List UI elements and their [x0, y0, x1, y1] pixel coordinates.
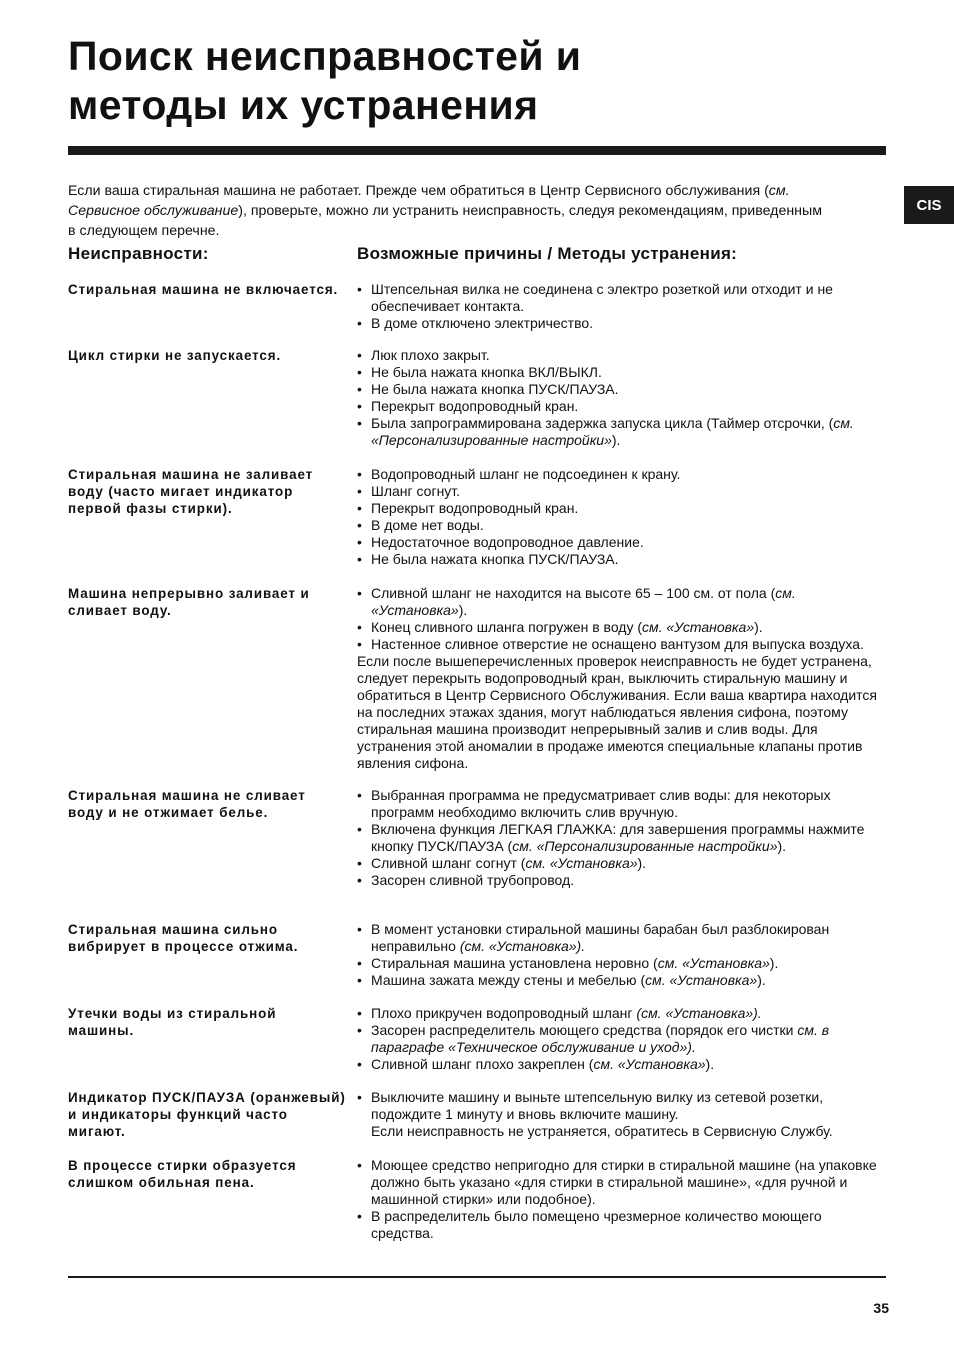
- item-text: Засорен распределитель моющего средства (порядок его чистки: [371, 1022, 798, 1038]
- list-item: [357, 347, 886, 364]
- intro-text-1: Если ваша стиральная машина не работает. Прежде чем обратиться в Центр Сервисного обслуживания (: [68, 183, 769, 199]
- list-item: [357, 517, 886, 534]
- list-item: [357, 466, 886, 483]
- solution-list: [357, 1157, 886, 1242]
- item-text: Включена функция ЛЕГКАЯ ГЛАЖКА: для завершения программы нажмите кнопку ПУСК/ПАУЗА (: [371, 821, 865, 854]
- item-text: Выбранная программа не предусматривает слив воды: для некоторых программ необходимо включить слив вручную.: [371, 787, 831, 820]
- table-row: [68, 1157, 886, 1242]
- bottom-divider: [68, 1276, 886, 1278]
- item-text: Моющее средство непригодно для стирки в стиральной машине (на упаковке должно быть указано «для стирки в стиральной машине», «для ручной и машинной стирки» или подобное).: [371, 1157, 877, 1207]
- problem-label: Стиральная машина не заливает воду (часто мигает индикатор первой фазы стирки).: [68, 467, 314, 516]
- problem-label: В процессе стирки образуется слишком обильная пена.: [68, 1158, 297, 1190]
- list-item: [357, 398, 886, 415]
- solution-list: [357, 787, 886, 889]
- list-item: [357, 500, 886, 517]
- list-item: [357, 585, 886, 619]
- list-item: [357, 1089, 886, 1123]
- table-row: [68, 347, 886, 449]
- item-text: Штепсельная вилка не соединена с электро розеткой или отходит и не обеспечивает контакта.: [371, 281, 833, 314]
- problem-label: Утечки воды из стиральной машины.: [68, 1006, 277, 1038]
- solution-note: Если после вышеперечисленных проверок неисправность не будет устранена, следует перекрыть водопроводный кран, выключить стиральную машину и обратиться в Центр Сервисного Обслуживания. Если ваша квартира находится на последних этажах здания, могут наблюдаться явления сифона, поэтому стиральная машина производит непрерывный залив и слив воды. Для устранения этой аномалии в продаже имеются специальные клапаны против явления сифона.: [357, 653, 878, 771]
- list-item: [357, 1208, 886, 1242]
- item-reference: см. «Установка»: [645, 972, 758, 988]
- problem-label: Стиральная машина не включается.: [68, 282, 339, 297]
- item-text: Настенное сливное отверстие не оснащено вантузом для выпуска воздуха.: [371, 636, 864, 652]
- intro-ref: см. Сервисное обслуживание: [68, 183, 790, 219]
- solution-list: [357, 466, 886, 568]
- item-reference: (см. «Установка»).: [459, 938, 586, 954]
- item-reference: см. «Персонализированные настройки»: [512, 838, 778, 854]
- item-text: Люк плохо закрыт.: [371, 347, 490, 363]
- item-text: Засорен сливной трубопровод.: [371, 872, 575, 888]
- item-reference: см. «Установка»: [525, 855, 638, 871]
- table-row: [68, 1089, 886, 1140]
- solution-list: [357, 347, 886, 449]
- item-text-end: ).: [637, 855, 647, 871]
- list-item: [357, 1022, 886, 1056]
- problem-label: Стиральная машина сильно вибрирует в процессе отжима.: [68, 922, 299, 954]
- item-text-end: ).: [754, 619, 763, 635]
- page-title-line-1: Поиск неисправностей и: [68, 33, 582, 79]
- item-text: Сливной шланг плохо закреплен (: [371, 1056, 594, 1072]
- page-title: [68, 32, 888, 130]
- problem-label: Стиральная машина не сливает воду и не отжимает белье.: [68, 788, 306, 820]
- list-item: [357, 1005, 886, 1022]
- item-reference: см. в параграфе «Техническое обслуживание и уход»).: [371, 1022, 830, 1055]
- list-item: [357, 551, 886, 568]
- list-item: [357, 315, 886, 332]
- page-number: 35: [873, 1300, 889, 1316]
- item-text-end: ).: [611, 432, 621, 448]
- list-item: [357, 921, 886, 955]
- intro-text-2: ), проверьте, можно ли устранить неисправность, следуя рекомендациям, приведенным в следующем перечне.: [68, 203, 822, 239]
- list-item: [357, 619, 886, 636]
- item-text-end: ).: [705, 1056, 715, 1072]
- list-item: [357, 364, 886, 381]
- page-title-line-2: методы их устранения: [68, 82, 539, 128]
- item-text: Была запрограммирована задержка запуска цикла (Таймер отсрочки, (: [371, 415, 834, 431]
- item-text: Стиральная машина установлена неровно (: [371, 955, 658, 971]
- item-reference: см. «Установка»: [642, 619, 755, 635]
- item-reference: см. «Установка»: [657, 955, 770, 971]
- causes-heading: Возможные причины / Методы устранения:: [357, 244, 738, 263]
- table-row: [68, 787, 886, 889]
- list-item: [357, 955, 886, 972]
- problems-heading: Неисправности:: [68, 244, 209, 263]
- list-item: [357, 483, 886, 500]
- item-text: Шланг согнут.: [371, 483, 461, 499]
- table-row: [68, 466, 886, 568]
- item-text: В момент установки стиральной машины барабан был разблокирован неправильно: [371, 921, 830, 954]
- list-item: [357, 281, 886, 315]
- item-text: Плохо прикручен водопроводный шланг: [371, 1005, 637, 1021]
- item-reference: см. «Персонализированные настройки»: [371, 415, 854, 448]
- list-item: [357, 787, 886, 821]
- solution-list: [357, 281, 886, 332]
- problem-label: Индикатор ПУСК/ПАУЗА (оранжевый) и индикаторы функций часто мигают.: [68, 1090, 346, 1139]
- problem-label: Цикл стирки не запускается.: [68, 348, 282, 363]
- list-item: [357, 1056, 886, 1073]
- item-text: Не была нажата кнопка ПУСК/ПАУЗА.: [371, 381, 619, 397]
- item-text: Недостаточное водопроводное давление.: [371, 534, 644, 550]
- solution-list: [357, 585, 886, 772]
- list-item: [357, 872, 886, 889]
- list-item: [357, 821, 886, 855]
- item-text: Перекрыт водопроводный кран.: [371, 500, 579, 516]
- item-text: Водопроводный шланг не подсоединен к крану.: [371, 466, 681, 482]
- item-text: Машина зажата между стены и мебелью (: [371, 972, 646, 988]
- solution-note: Если неисправность не устраняется, обратитесь в Сервисную Службу.: [371, 1123, 833, 1139]
- item-text-end: ).: [458, 602, 468, 618]
- item-reference: см. «Установка»: [371, 585, 796, 618]
- top-divider: [68, 146, 886, 155]
- problem-label: Машина непрерывно заливает и сливает воду.: [68, 586, 310, 618]
- table-row: [68, 921, 886, 989]
- solution-list: [357, 1089, 886, 1140]
- solution-list: [357, 921, 886, 989]
- item-text-end: ).: [757, 972, 766, 988]
- item-text: В доме отключено электричество.: [371, 315, 594, 331]
- item-text-end: ).: [769, 955, 779, 971]
- list-item: [357, 534, 886, 551]
- item-text: Сливной шланг согнут (: [371, 855, 526, 871]
- item-text: В распределитель было помещено чрезмерное количество моющего средства.: [371, 1208, 822, 1241]
- item-text: Выключите машину и выньте штепсельную вилку из сетевой розетки, подождите 1 минуту и вновь включите машину.: [371, 1089, 824, 1122]
- item-text: Конец сливного шланга погружен в воду (: [371, 619, 643, 635]
- item-text: Не была нажата кнопка ВКЛ/ВЫКЛ.: [371, 364, 602, 380]
- item-text: Перекрыт водопроводный кран.: [371, 398, 579, 414]
- list-item: [357, 636, 886, 653]
- table-row: [68, 281, 886, 332]
- solution-list: [357, 1005, 886, 1073]
- item-text: В доме нет воды.: [371, 517, 484, 533]
- table-row: [68, 1005, 886, 1073]
- item-text: Не была нажата кнопка ПУСК/ПАУЗА.: [371, 551, 619, 567]
- item-reference: см. «Установка»: [593, 1056, 706, 1072]
- table-row: [68, 585, 886, 772]
- list-item: [357, 381, 886, 398]
- item-text-end: ).: [777, 838, 787, 854]
- language-tab: CIS: [904, 186, 954, 224]
- list-item: [357, 855, 886, 872]
- list-item: [357, 415, 886, 449]
- intro-paragraph: [68, 181, 828, 241]
- item-reference: (см. «Установка»).: [636, 1005, 762, 1021]
- list-item: [357, 972, 886, 989]
- list-item: [357, 1157, 886, 1208]
- item-text: Сливной шланг не находится на высоте 65 – 100 см. от пола (: [371, 585, 776, 601]
